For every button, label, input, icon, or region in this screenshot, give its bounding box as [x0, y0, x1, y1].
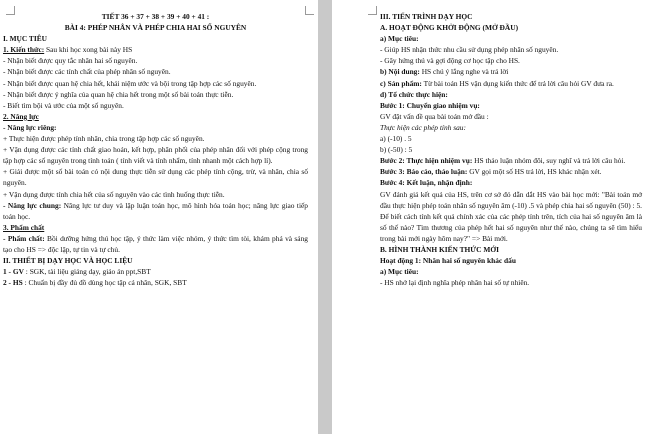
text: HS chú ý lắng nghe và trả lời	[419, 67, 509, 77]
text: GV gọi một số HS trả lời, HS khác nhận xét.	[467, 167, 602, 177]
list-item: - Biết tìm bội và ước của một số nguyên.	[3, 100, 124, 110]
list-item: - Nhận biết được quan hệ chia hết, khái niệm ước và bội trong tập hợp các số nguyên.	[3, 78, 257, 88]
paragraph	[380, 78, 642, 89]
list-item: + Vận dụng được các tính chất giao hoán, kết hợp, phân phối của phép nhân đối với phép cộng trong tập hợp các số nguyên trong tính toán ( tính viết và tính nhẩm, tính nhanh một cách hợp lí).	[3, 145, 308, 166]
section-heading: A. HOẠT ĐỘNG KHỞI ĐỘNG (MỞ ĐẦU)	[380, 23, 519, 33]
document-page-left	[0, 0, 318, 434]
text: HS thảo luận nhóm đôi, suy nghĩ và trả lời câu hỏi.	[472, 156, 626, 166]
text: : SGK, tài liệu giảng dạy, giáo án ppt,SBT	[23, 267, 151, 277]
paragraph	[3, 233, 308, 255]
crop-mark	[305, 6, 314, 15]
section-heading: III. TIẾN TRÌNH DẠY HỌC	[380, 12, 473, 21]
label: 1 - GV	[3, 267, 24, 277]
paragraph: Thực hiện các phép tính sau:	[380, 122, 466, 132]
subheading: 1. Kiến thức:	[3, 45, 45, 55]
list-item: + Thực hiện được phép tính nhân, chia trong tập hợp các số nguyên.	[3, 134, 205, 144]
paragraph	[380, 66, 642, 77]
text: : Chuẩn bị đầy đủ đồ dùng học tập cá nhân, SGK, SBT	[22, 278, 187, 288]
paragraph: GV đặt vấn đề qua bài toán mở đầu :	[380, 111, 489, 121]
paragraph: GV đánh giá kết quả của HS, trên cơ sở đó dẫn dắt HS vào bài học mới: "Bài toán mở đầu thực hiện phép toán nhân số nguyên âm (-10) .5 và phép chia hai số nguyên (50) : 5. Để biết cách tính kết quả chính xác của các phép tính trên, tích của hai số nguyên âm là số thế nào? Tìm thương của phép hết hai số nguyên như thế nào, chúng ta sẽ tìm hiểu trong bài mới ngày hôm nay?" => Bài mới.	[380, 189, 642, 243]
list-item: - Nhận biết được quy tắc nhân hai số nguyên.	[3, 56, 138, 66]
step-heading: Bước 1: Chuyển giao nhiệm vụ:	[380, 100, 480, 110]
subheading: 2. Năng lực	[3, 111, 39, 121]
subheading: 3. Phẩm chất	[3, 222, 45, 232]
step-heading: Bước 3: Báo cáo, thảo luận:	[380, 167, 468, 177]
step-heading: Bước 4: Kết luận, nhận định:	[380, 178, 473, 188]
paragraph	[380, 155, 642, 166]
text: Năng lực tư duy và lập luận toán học, mô hình hóa toán học; năng lực giao tiếp toán học.	[3, 200, 309, 221]
text: Từ bài toán HS vận dụng kiến thức để trả lời câu hỏi GV đưa ra.	[421, 78, 614, 88]
lesson-subtitle: BÀI 4: PHÉP NHÂN VÀ PHÉP CHIA HAI SỐ NGUYÊN	[64, 23, 247, 33]
section-heading: I. MỤC TIÊU	[3, 34, 48, 44]
list-item: + Vận dụng được tính chia hết của số nguyên vào các tình huống thực tiễn.	[3, 189, 225, 199]
crop-mark	[368, 6, 377, 15]
subheading: - Năng lực riêng:	[3, 122, 57, 132]
text: Bồi dưỡng hứng thú học tập, ý thức làm việc nhóm, ý thức tìm tòi, khám phá và sáng tạo cho HS => độc lập, tự tin và tự chủ.	[3, 233, 308, 254]
list-item: - Gây hứng thú và gợi động cơ học tập cho HS.	[380, 56, 520, 66]
subheading: d) Tổ chức thực hiện:	[380, 89, 448, 99]
crop-mark	[6, 6, 15, 15]
section-heading: B. HÌNH THÀNH KIẾN THỨC MỚI	[380, 244, 499, 254]
subheading: a) Mục tiêu:	[380, 34, 419, 44]
document-page-right	[332, 0, 650, 434]
list-item: - HS nhớ lại định nghĩa phép nhân hai số tự nhiên.	[380, 278, 530, 288]
subheading: a) Mục tiêu:	[380, 267, 419, 277]
paragraph	[3, 44, 308, 55]
subheading: c) Sản phẩm:	[380, 78, 422, 88]
text: Sau khi học xong bài này HS	[44, 45, 133, 55]
step-heading: Bước 2: Thực hiện nhiệm vụ:	[380, 156, 473, 166]
subheading: - Năng lực chung:	[3, 200, 62, 210]
list-item: + Giải được một số bài toán có nội dung thực tiễn sử dụng các phép tính cộng, trừ, và nhân, chia số nguyên.	[3, 167, 308, 188]
paragraph	[3, 277, 308, 288]
lesson-title: TIẾT 36 + 37 + 38 + 39 + 40 + 41 :	[101, 12, 210, 21]
math-item: b) (-50) : 5	[380, 145, 413, 155]
paragraph	[3, 200, 308, 222]
list-item: - Nhận biết được ý nghĩa của quan hệ chia hết trong một số bài toán thực tiễn.	[3, 89, 234, 99]
subheading: - Phẩm chất:	[3, 233, 45, 243]
list-item: - Giúp HS nhận thức nhu cầu sử dụng phép nhân số nguyên.	[380, 45, 559, 55]
activity-heading: Hoạt động 1: Nhân hai số nguyên khác dấu	[380, 256, 516, 266]
math-item: a) (-10) . 5	[380, 134, 412, 144]
list-item: - Nhận biết được các tính chất của phép nhân số nguyên.	[3, 67, 171, 77]
page-gutter	[318, 0, 332, 434]
section-heading: II. THIẾT BỊ DẠY HỌC VÀ HỌC LIỆU	[3, 256, 133, 266]
paragraph	[380, 166, 642, 177]
label: 2 - HS	[3, 278, 23, 288]
paragraph	[3, 266, 308, 277]
subheading: b) Nội dung:	[380, 67, 420, 77]
